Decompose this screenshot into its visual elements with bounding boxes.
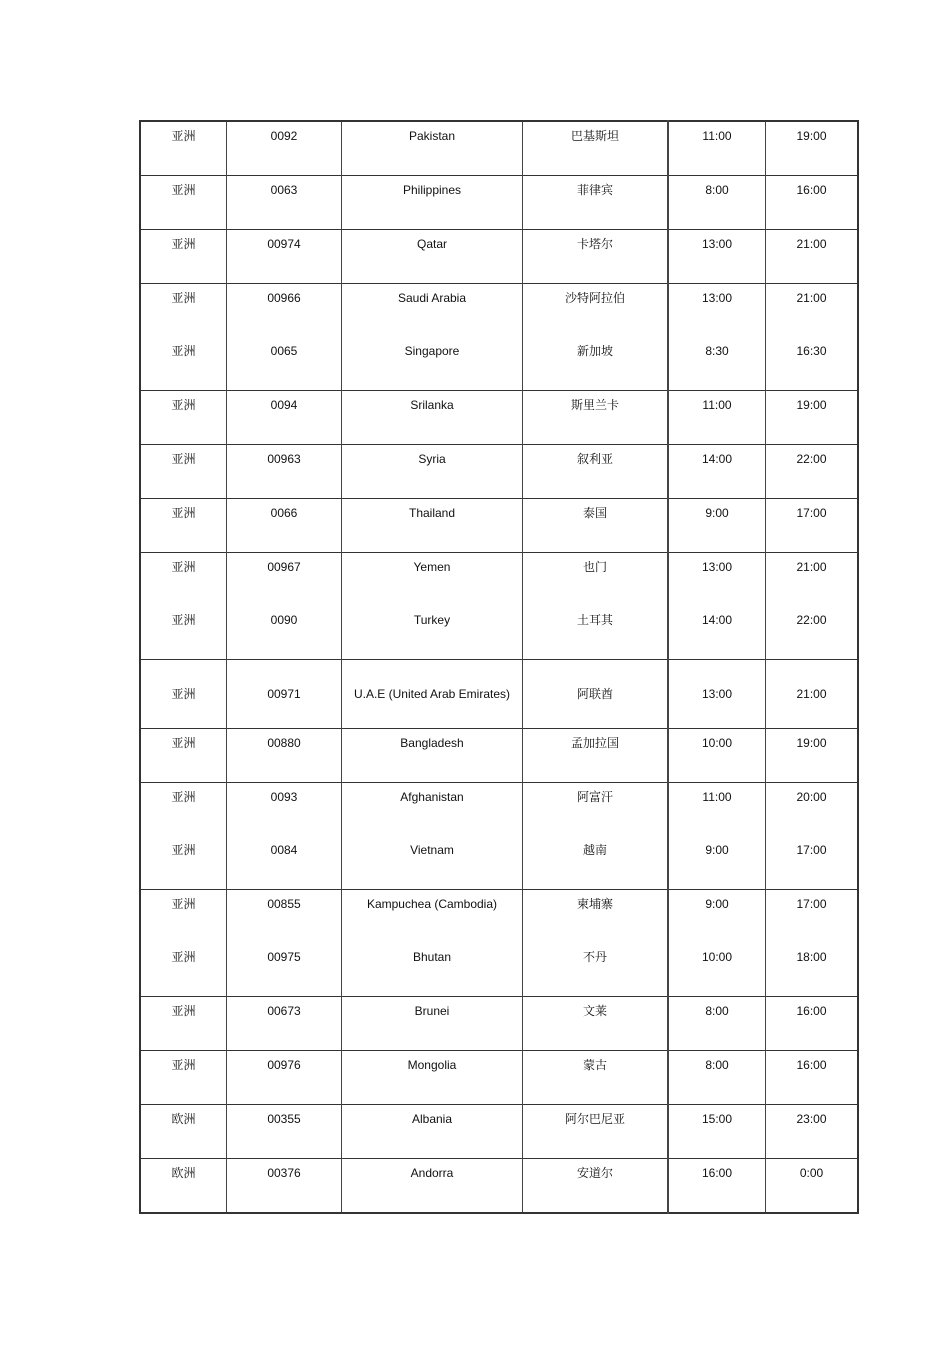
country-en-cell: Pakistan (342, 121, 523, 176)
country-en-cell: Albania (342, 1105, 523, 1159)
time-b-cell: 16:00 (766, 1051, 859, 1105)
code-cell: 0065 (227, 337, 342, 391)
table-row (140, 391, 858, 445)
country-en-cell: Bangladesh (342, 729, 523, 783)
country-zh-cell: 安道尔 (523, 1159, 669, 1214)
region-cell: 亚洲 (140, 943, 227, 997)
time-b-cell: 22:00 (766, 606, 859, 660)
country-en-cell: Saudi Arabia (342, 284, 523, 338)
table-row (140, 943, 858, 997)
table-row (140, 606, 858, 660)
code-cell: 00975 (227, 943, 342, 997)
time-a-cell: 14:00 (668, 445, 766, 499)
time-a-cell: 8:00 (668, 176, 766, 230)
code-cell: 0094 (227, 391, 342, 445)
time-a-cell: 8:00 (668, 1051, 766, 1105)
time-a-cell: 9:00 (668, 836, 766, 890)
time-b-cell: 17:00 (766, 890, 859, 944)
country-zh-cell: 泰国 (523, 499, 669, 553)
time-a-cell: 13:00 (668, 230, 766, 284)
code-cell: 0084 (227, 836, 342, 890)
code-cell: 00880 (227, 729, 342, 783)
country-zh-cell: 叙利亚 (523, 445, 669, 499)
region-cell: 亚洲 (140, 391, 227, 445)
country-en-cell: Vietnam (342, 836, 523, 890)
code-cell: 0092 (227, 121, 342, 176)
time-b-cell: 16:00 (766, 997, 859, 1051)
time-b-cell: 21:00 (766, 230, 859, 284)
table-row (140, 1051, 858, 1105)
code-cell: 0090 (227, 606, 342, 660)
code-cell: 0063 (227, 176, 342, 230)
code-cell: 00976 (227, 1051, 342, 1105)
region-cell: 亚洲 (140, 445, 227, 499)
time-a-cell: 13:00 (668, 660, 766, 729)
time-a-cell: 16:00 (668, 1159, 766, 1214)
time-b-cell: 17:00 (766, 836, 859, 890)
country-en-cell: Afghanistan (342, 783, 523, 837)
table-row (140, 337, 858, 391)
code-cell: 00355 (227, 1105, 342, 1159)
time-a-cell: 10:00 (668, 729, 766, 783)
time-a-cell: 9:00 (668, 499, 766, 553)
time-b-cell: 16:30 (766, 337, 859, 391)
country-zh-cell: 阿联酋 (523, 660, 669, 729)
region-cell: 亚洲 (140, 997, 227, 1051)
table-row (140, 729, 858, 783)
table-row (140, 553, 858, 607)
country-en-cell: Turkey (342, 606, 523, 660)
country-en-cell: Philippines (342, 176, 523, 230)
region-cell: 欧洲 (140, 1159, 227, 1214)
time-b-cell: 17:00 (766, 499, 859, 553)
country-en-cell: Qatar (342, 230, 523, 284)
region-cell: 亚洲 (140, 660, 227, 729)
code-cell: 00971 (227, 660, 342, 729)
country-en-cell: Brunei (342, 997, 523, 1051)
time-a-cell: 9:00 (668, 890, 766, 944)
time-b-cell: 16:00 (766, 176, 859, 230)
table-row (140, 1159, 858, 1214)
country-zh-cell: 阿尔巴尼亚 (523, 1105, 669, 1159)
time-b-cell: 19:00 (766, 391, 859, 445)
time-a-cell: 14:00 (668, 606, 766, 660)
region-cell: 亚洲 (140, 121, 227, 176)
country-zh-cell: 柬埔寨 (523, 890, 669, 944)
region-cell: 亚洲 (140, 890, 227, 944)
country-en-cell: U.A.E (United Arab Emirates) (342, 660, 523, 729)
region-cell: 亚洲 (140, 499, 227, 553)
country-zh-cell: 菲律宾 (523, 176, 669, 230)
region-cell: 亚洲 (140, 553, 227, 607)
country-zh-cell: 卡塔尔 (523, 230, 669, 284)
region-cell: 亚洲 (140, 337, 227, 391)
table-row (140, 997, 858, 1051)
country-en-cell: Srilanka (342, 391, 523, 445)
country-time-table (139, 120, 859, 1214)
region-cell: 亚洲 (140, 606, 227, 660)
country-en-cell: Thailand (342, 499, 523, 553)
time-b-cell: 19:00 (766, 729, 859, 783)
country-en-cell: Syria (342, 445, 523, 499)
table-row (140, 230, 858, 284)
country-zh-cell: 土耳其 (523, 606, 669, 660)
table-body (140, 121, 858, 1213)
time-b-cell: 21:00 (766, 660, 859, 729)
region-cell: 亚洲 (140, 230, 227, 284)
country-zh-cell: 沙特阿拉伯 (523, 284, 669, 338)
time-b-cell: 21:00 (766, 553, 859, 607)
time-b-cell: 18:00 (766, 943, 859, 997)
country-zh-cell: 孟加拉国 (523, 729, 669, 783)
country-zh-cell: 斯里兰卡 (523, 391, 669, 445)
country-zh-cell: 阿富汗 (523, 783, 669, 837)
table-row (140, 783, 858, 837)
table-row (140, 284, 858, 338)
country-en-cell: Mongolia (342, 1051, 523, 1105)
time-b-cell: 19:00 (766, 121, 859, 176)
time-b-cell: 20:00 (766, 783, 859, 837)
time-a-cell: 13:00 (668, 284, 766, 338)
code-cell: 00855 (227, 890, 342, 944)
country-zh-cell: 文莱 (523, 997, 669, 1051)
code-cell: 00966 (227, 284, 342, 338)
code-cell: 00974 (227, 230, 342, 284)
country-en-cell: Andorra (342, 1159, 523, 1214)
region-cell: 亚洲 (140, 284, 227, 338)
country-en-cell: Kampuchea (Cambodia) (342, 890, 523, 944)
country-en-cell: Yemen (342, 553, 523, 607)
region-cell: 亚洲 (140, 1051, 227, 1105)
time-b-cell: 23:00 (766, 1105, 859, 1159)
region-cell: 亚洲 (140, 783, 227, 837)
country-zh-cell: 蒙古 (523, 1051, 669, 1105)
country-en-cell: Bhutan (342, 943, 523, 997)
region-cell: 欧洲 (140, 1105, 227, 1159)
region-cell: 亚洲 (140, 836, 227, 890)
region-cell: 亚洲 (140, 176, 227, 230)
code-cell: 0093 (227, 783, 342, 837)
table-row (140, 121, 858, 176)
country-en-cell: Singapore (342, 337, 523, 391)
country-zh-cell: 巴基斯坦 (523, 121, 669, 176)
code-cell: 00376 (227, 1159, 342, 1214)
code-cell: 00967 (227, 553, 342, 607)
table-row (140, 1105, 858, 1159)
time-a-cell: 11:00 (668, 391, 766, 445)
time-a-cell: 10:00 (668, 943, 766, 997)
country-zh-cell: 新加坡 (523, 337, 669, 391)
time-a-cell: 8:30 (668, 337, 766, 391)
table-row (140, 176, 858, 230)
table-row (140, 890, 858, 944)
time-a-cell: 13:00 (668, 553, 766, 607)
time-a-cell: 11:00 (668, 121, 766, 176)
time-b-cell: 22:00 (766, 445, 859, 499)
code-cell: 00673 (227, 997, 342, 1051)
region-cell: 亚洲 (140, 729, 227, 783)
country-zh-cell: 也门 (523, 553, 669, 607)
table-row (140, 836, 858, 890)
time-a-cell: 8:00 (668, 997, 766, 1051)
table-row (140, 445, 858, 499)
code-cell: 00963 (227, 445, 342, 499)
country-zh-cell: 不丹 (523, 943, 669, 997)
code-cell: 0066 (227, 499, 342, 553)
time-a-cell: 11:00 (668, 783, 766, 837)
table-row (140, 660, 858, 729)
country-zh-cell: 越南 (523, 836, 669, 890)
table-row (140, 499, 858, 553)
time-b-cell: 21:00 (766, 284, 859, 338)
time-a-cell: 15:00 (668, 1105, 766, 1159)
time-b-cell: 0:00 (766, 1159, 859, 1214)
